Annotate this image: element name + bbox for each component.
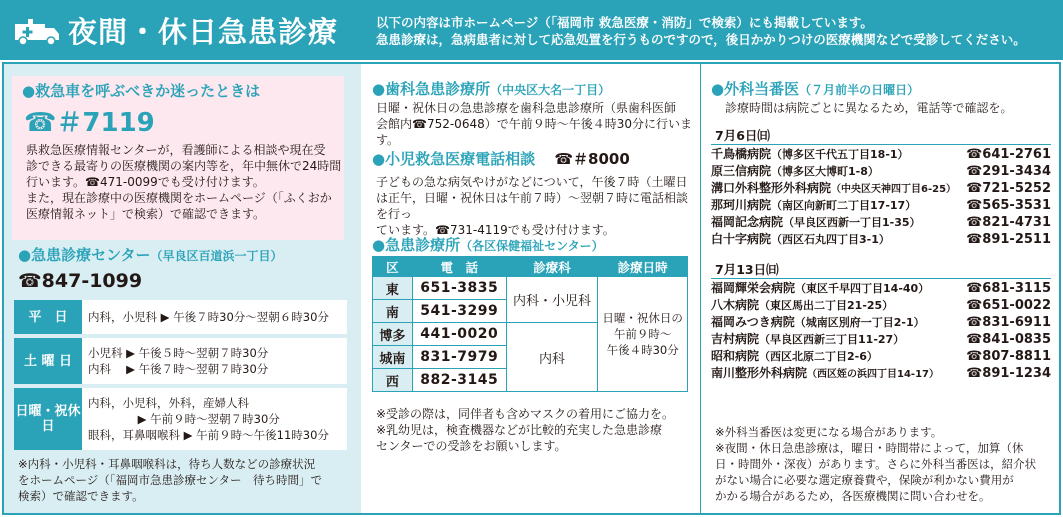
dental-heading: ●歯科急患診療所（中央区大名一丁目） bbox=[372, 80, 611, 98]
table-header-row: 区 電 話 診療科 診療日時 bbox=[373, 257, 688, 277]
list-item: 那珂川病院（南区向新町二丁目17-17） ☎565-3531 bbox=[711, 198, 1051, 213]
clinics-table bbox=[372, 256, 688, 392]
list-item: 福岡みつき病院（城南区別府一丁目2-1） ☎831-6911 bbox=[711, 315, 1051, 330]
table-row: 東 651-3835 内科・小児科 日曜・祝休日の 午前９時～ 午後４時30分 bbox=[373, 277, 688, 300]
hospital-list-1 bbox=[711, 146, 1051, 248]
surgery-date-1: 7月6日㈰ bbox=[715, 128, 770, 143]
header-banner bbox=[0, 0, 1063, 60]
list-item: 吉村病院（早良区西新三丁目11-27） ☎841-0835 bbox=[711, 332, 1051, 347]
consult-text: 県救急医療情報センターが，看護師による相談や現在受 診できる最寄りの医療機関の案内等を，年中無休で24時間 行います。☎471-0099でも受け付けます。 また，現在診療中の医療機関をホームページ（「ふくおか 医療情報ネット」で検索）で確認できます。 bbox=[26, 143, 342, 221]
table-row: 南 541-3299 bbox=[373, 300, 688, 323]
list-item: 福岡記念病院（早良区西新一丁目1-35） ☎821-4731 bbox=[711, 215, 1051, 230]
clinics-note: ※受診の際は，同伴者も含めマスクの着用にご協力を。 ※乳幼児は，検査機器などが比較的充実した急患診療 センターでの受診をお願いします。 bbox=[376, 407, 675, 453]
ambulance-consult-heading: ●救急車を呼ぶべきか迷ったときは bbox=[22, 82, 261, 100]
list-item: 白十字病院（西区石丸四丁目3-1） ☎891-2511 bbox=[711, 232, 1051, 247]
surgery-date-2: 7月13日㈰ bbox=[715, 262, 779, 277]
pediatric-text: 子どもの急な病気やけがなどについて，午後７時（土曜日 は正午，日曜・祝休日は午前７時）～翌朝７時に電話相談を行っ ています。☎731-4119でも受け付けます。 bbox=[376, 175, 689, 237]
divider bbox=[711, 278, 1051, 279]
left-column bbox=[4, 64, 361, 513]
dental-text: 日曜・祝休日の急患診療を歯科急患診療所（県歯科医師 会館内☎752-0648）で午前９時～午後４時30分に行います。 bbox=[376, 101, 692, 147]
middle-column bbox=[362, 64, 698, 513]
surgery-subnote: 診療時間は病院ごとに異なるため，電話等で確認を。 bbox=[725, 101, 1013, 115]
table-row: 城南 831-7979 bbox=[373, 346, 688, 369]
header-note: 以下の内容は市ホームページ（「福岡市 救急医療・消防」で検索）にも掲載しています。 急患診療は，急病患者に対して応急処置を行うものですので，後日かかりつけの医療機関などで受診してください。 bbox=[376, 15, 1026, 47]
center-note: ※内科・小児科・耳鼻咽喉科は，待ち人数などの診療状況 をホームページ（「福岡市急患診療センター 待ち時間」で 検索）で確認できます。 bbox=[18, 457, 323, 503]
consult-phone-7119: ☎＃7119 bbox=[24, 108, 155, 138]
schedule-row-sunday-holiday: 日曜・祝休日 内科，小児科，外科，産婦人科 ▶ 午前９時～翌朝７時30分 眼科，耳鼻咽喉科 ▶ 午前９時～午後11時30分 bbox=[14, 388, 347, 450]
list-item: 南川整形外科病院（西区姪の浜四丁目14-17） ☎891-1234 bbox=[711, 366, 1051, 381]
list-item: 八木病院（東区馬出二丁目21-25） ☎651-0022 bbox=[711, 298, 1051, 313]
right-column bbox=[700, 64, 1059, 513]
list-item: 昭和病院（西区北原二丁目2-6） ☎807-8811 bbox=[711, 349, 1051, 364]
center-heading: ●急患診療センター（早良区百道浜一丁目） bbox=[18, 246, 283, 264]
clinic-hours: 日曜・祝休日の 午前９時～ 午後４時30分 bbox=[598, 277, 688, 392]
content-frame bbox=[2, 62, 1061, 515]
surgery-heading: ●外科当番医（７月前半の日曜日） bbox=[711, 80, 920, 98]
pediatric-phone: ☎＃8000 bbox=[554, 150, 630, 168]
hospital-list-2 bbox=[711, 280, 1051, 382]
ambulance-icon bbox=[14, 16, 60, 46]
list-item: 溝口外科整形外科病院（中央区天神四丁目6-25） ☎721-5252 bbox=[711, 181, 1051, 196]
clinics-heading: ●急患診療所（各区保健福祉センター） bbox=[372, 236, 604, 254]
pediatric-heading: ●小児救急医療電話相談 ☎＃8000 bbox=[372, 150, 630, 168]
divider bbox=[711, 144, 1051, 145]
table-row: 博多 441-0020 内科 bbox=[373, 323, 688, 346]
list-item: 千鳥橋病院（博多区千代五丁目18-1） ☎641-2761 bbox=[711, 147, 1051, 162]
schedule-row-saturday: 土 曜 日 小児科 ▶ 午後５時～翌朝７時30分 内科 ▶ 午後７時～翌朝７時30分 bbox=[14, 338, 347, 384]
list-item: 福岡輝栄会病院（東区千早四丁目14-40） ☎681-3115 bbox=[711, 281, 1051, 296]
page-title: 夜間・休日急患診療 bbox=[68, 15, 339, 49]
table-row: 西 882-3145 bbox=[373, 369, 688, 392]
schedule-row-weekday: 平 日 内科，小児科 ▶ 午後７時30分～翌朝６時30分 bbox=[14, 300, 347, 334]
ambulance-consult-box bbox=[12, 76, 344, 240]
center-phone: ☎847-1099 bbox=[18, 270, 143, 292]
surgery-notes: ※外科当番医は変更になる場合があります。 ※夜間・休日急患診療は，曜日・時間帯によって，加算（休 日・時間外・深夜）があります。さらに外科当番医は，紹介状 がない場合に必要な選定療養費や，保険が利かない費用が かかる場合があるため，各医療機関に問い合わせを。 bbox=[715, 425, 1037, 503]
list-item: 原三信病院（博多区大博町1-8） ☎291-3434 bbox=[711, 164, 1051, 179]
